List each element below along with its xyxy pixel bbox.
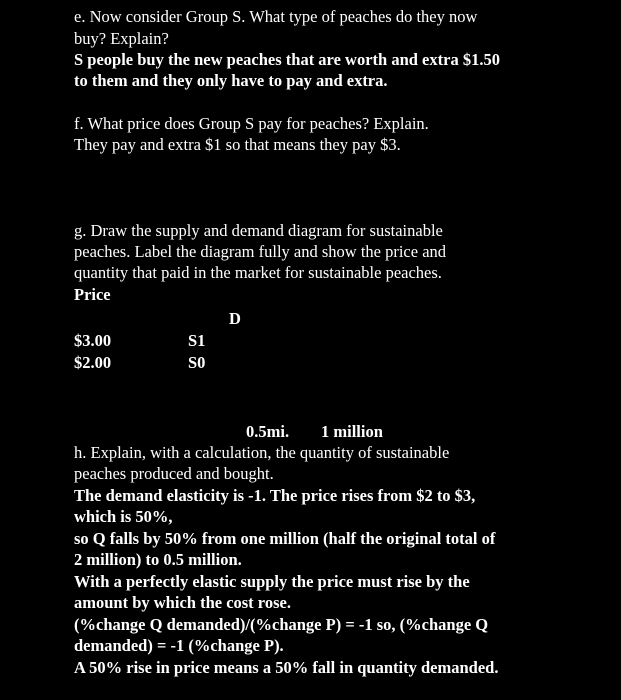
question-g-line-1: g. Draw the supply and demand diagram for sustainable bbox=[74, 221, 443, 240]
question-h-line-1: h. Explain, with a calculation, the quantity of sustainable bbox=[74, 443, 450, 462]
question-g-line-3: quantity that paid in the market for sustainable peaches. bbox=[74, 263, 442, 282]
diagram-price-axis-label: Price bbox=[74, 285, 111, 304]
answer-h-line-1: The demand elasticity is -1. The price rises from $2 to $3, bbox=[74, 486, 476, 505]
answer-h-line-6: amount by which the cost rose. bbox=[74, 593, 291, 612]
diagram-supply-new-label: S1 bbox=[188, 331, 206, 350]
question-f: f. What price does Group S pay for peaches? Explain. bbox=[74, 114, 429, 133]
answer-h-line-4: 2 million) to 0.5 million. bbox=[74, 550, 242, 569]
diagram-quantity-old: 1 million bbox=[321, 422, 383, 441]
diagram-quantity-new: 0.5mi. bbox=[246, 422, 290, 441]
diagram-price-low: $2.00 bbox=[74, 353, 112, 372]
diagram-demand-label: D bbox=[229, 309, 241, 328]
diagram-price-high: $3.00 bbox=[74, 331, 112, 350]
question-e-line-2: buy? Explain? bbox=[74, 29, 169, 48]
answer-e-line-2: to them and they only have to pay and extra. bbox=[74, 71, 388, 90]
answer-h-line-3: so Q falls by 50% from one million (half the original total of bbox=[74, 529, 496, 548]
answer-h-line-8: demanded) = -1 (%change P). bbox=[74, 636, 284, 655]
answer-h-line-9: A 50% rise in price means a 50% fall in quantity demanded. bbox=[74, 658, 499, 677]
answer-h-line-2: which is 50%, bbox=[74, 507, 173, 526]
diagram-supply-old-label: S0 bbox=[188, 353, 206, 372]
answer-h-line-7: (%change Q demanded)/(%change P) = -1 so, (%change Q bbox=[74, 615, 489, 634]
question-e-line-1: e. Now consider Group S. What type of peaches do they now bbox=[74, 7, 478, 26]
question-h-line-2: peaches produced and bought. bbox=[74, 464, 274, 483]
answer-f: They pay and extra $1 so that means they pay $3. bbox=[74, 135, 401, 154]
answer-h-line-5: With a perfectly elastic supply the price must rise by the bbox=[74, 572, 470, 591]
answer-e-line-1: S people buy the new peaches that are worth and extra $1.50 bbox=[74, 50, 500, 69]
question-g-line-2: peaches. Label the diagram fully and show the price and bbox=[74, 242, 447, 261]
